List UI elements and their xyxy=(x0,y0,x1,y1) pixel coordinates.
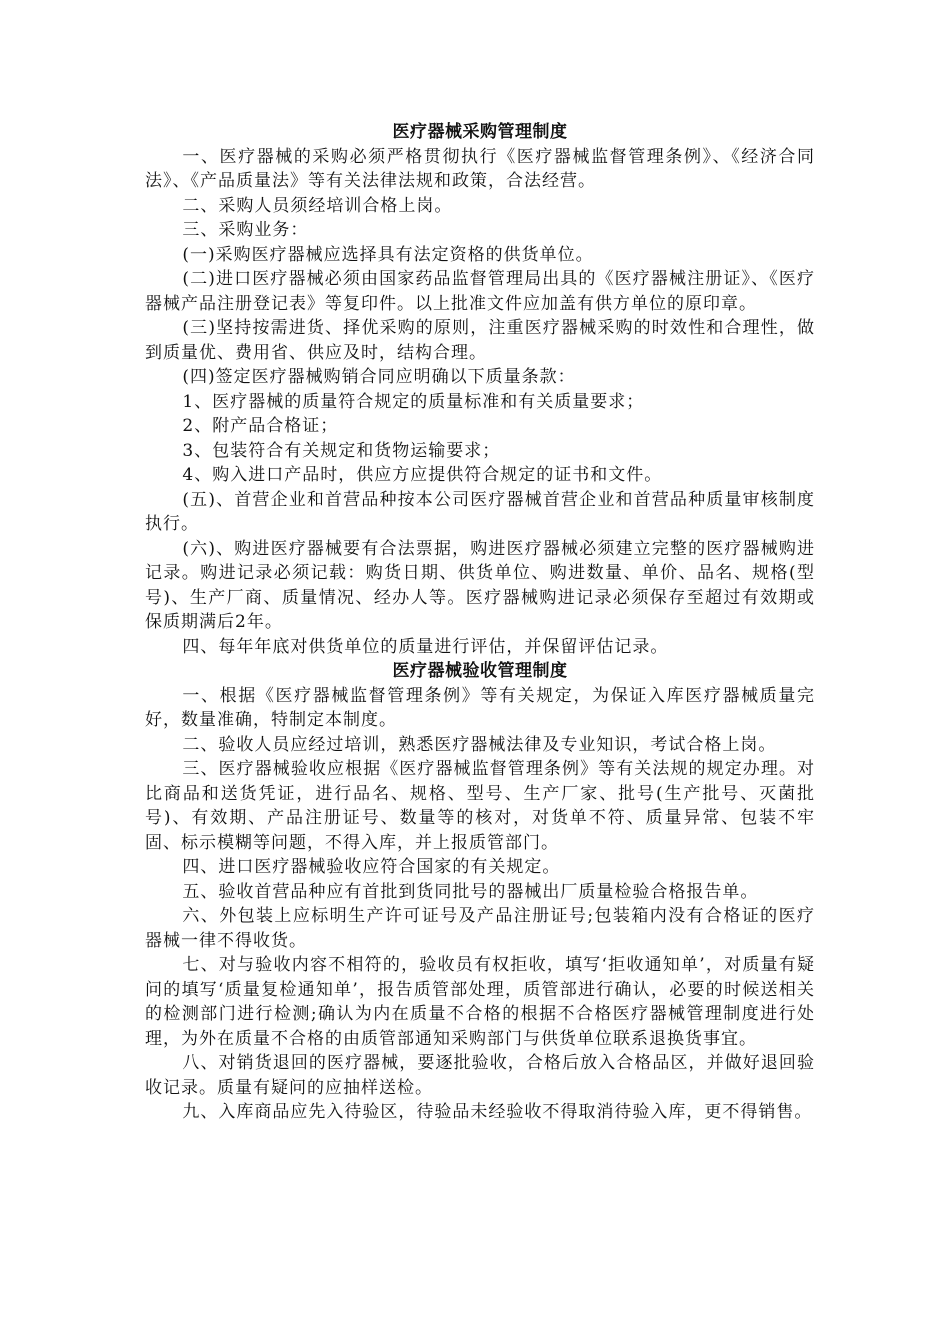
section1-title: 医疗器械采购管理制度 xyxy=(392,122,568,142)
section2-paragraph: 二、验收人员应经过培训，熟悉医疗器械法律及专业知识，考试合格上岗。 xyxy=(182,734,777,755)
section1-paragraph: 三、采购业务： xyxy=(182,220,309,240)
section1-paragraph: 4、购入进口产品时，供应方应提供符合规定的证书和文件。 xyxy=(182,465,663,485)
section1-paragraph: (一)采购医疗器械应选择具有法定资格的供货单位。 xyxy=(182,244,594,265)
section1-paragraph: 一、医疗器械的采购必须严格贯彻执行《医疗器械监督管理条例》、《经济合同法》、《产品质量法》等有关法律法规和政策，合法经营。 xyxy=(145,146,815,191)
section2-paragraph: 四、进口医疗器械验收应符合国家的有关规定。 xyxy=(182,857,561,877)
section1-paragraph: (四)签定医疗器械购销合同应明确以下质量条款： xyxy=(182,367,576,387)
section1-paragraph: (三)坚持按需进货、择优采购的原则，注重医疗器械采购的时效性和合理性，做到质量优、费用省、供应及时，结构合理。 xyxy=(145,318,815,363)
section2-paragraph: 五、验收首营品种应有首批到货同批号的器械出厂质量检验合格报告单。 xyxy=(182,881,759,902)
section2-title: 医疗器械验收管理制度 xyxy=(392,661,568,681)
document-page xyxy=(145,120,815,1125)
section1-paragraph: 四、每年年底对供货单位的质量进行评估，并保留评估记录。 xyxy=(182,636,669,657)
section2-paragraph: 九、入库商品应先入待验区，待验品未经验收不得取消待验入库，更不得销售。 xyxy=(182,1102,813,1122)
section2-paragraph: 七、对与验收内容不相符的，验收员有权拒收，填写‘拒收通知单’，对质量有疑问的填写‘质量复检通知单’，报告质管部处理，质管部进行确认，必要的时候送相关的检测部门进行检测;确认为内在质量不合格的根据不合格医疗器械管理制度进行处理，为外在质量不合格的由质管部通知采购部门与供货单位联系退换货事宜。 xyxy=(145,955,815,1049)
section1-paragraph: 2、附产品合格证； xyxy=(182,416,339,436)
section2-paragraph: 八、对销货退回的医疗器械，要逐批验收，合格后放入合格品区，并做好退回验收记录。质量有疑问的应抽样送检。 xyxy=(145,1053,815,1098)
section1-paragraph: (五)、首营企业和首营品种按本公司医疗器械首营企业和首营品种质量审核制度执行。 xyxy=(145,489,815,534)
section1-paragraph: 1、医疗器械的质量符合规定的质量标准和有关质量要求； xyxy=(182,391,645,412)
section1-paragraph: (六)、购进医疗器械要有合法票据，购进医疗器械必须建立完整的医疗器械购进记录。购进记录必须记载：购货日期、供货单位、购进数量、单价、品名、规格(型号)、生产厂商、质量情况、经办人等。医疗器械购进记录必须保存至超过有效期或保质期满后2年。 xyxy=(145,538,815,632)
section1-paragraph: 二、采购人员须经培训合格上岗。 xyxy=(182,195,453,216)
section1-paragraph: (二)进口医疗器械必须由国家药品监督管理局出具的《医疗器械注册证》、《医疗器械产品注册登记表》等复印件。以上批准文件应加盖有供方单位的原印章。 xyxy=(145,269,815,314)
section2-paragraph: 一、根据《医疗器械监督管理条例》等有关规定，为保证入库医疗器械质量完好，数量准确，特制定本制度。 xyxy=(145,685,815,730)
section2-paragraph: 三、医疗器械验收应根据《医疗器械监督管理条例》等有关法规的规定办理。对比商品和送货凭证，进行品名、规格、型号、生产厂家、批号(生产批号、灭菌批号)、有效期、产品注册证号、数量等的核对，对货单不符、质量异常、包装不牢固、标示模糊等问题，不得入库，并上报质管部门。 xyxy=(145,759,815,853)
section1-paragraph: 3、包装符合有关规定和货物运输要求； xyxy=(182,440,501,461)
section2-paragraph: 六、外包装上应标明生产许可证号及产品注册证号;包装箱内没有合格证的医疗器械一律不得收货。 xyxy=(145,906,815,951)
